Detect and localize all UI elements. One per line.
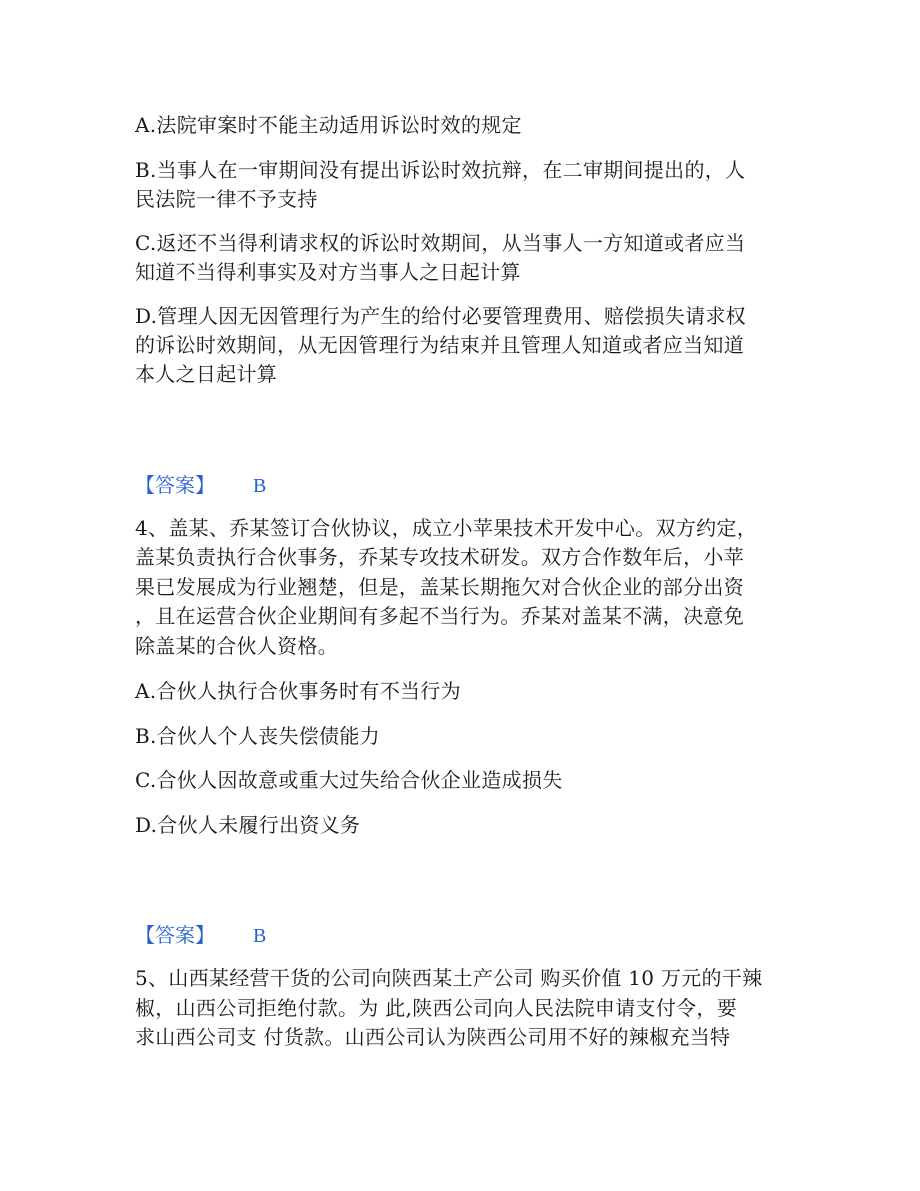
- q4-stem-line1: 4、盖某、乔某签订合伙协议，成立小苹果技术开发中心。双方约定，: [135, 516, 758, 540]
- answer-3-tag: 【答案】: [135, 473, 215, 497]
- q3-option-d-line2: 的诉讼时效期间，从无因管理行为结束并且管理人知道或者应当知道: [135, 333, 744, 357]
- q3-option-c-line1: C.返还不当得利请求权的诉讼时效期间，从当事人一方知道或者应当: [135, 231, 746, 255]
- q3-option-c-line2: 知道不当得利事实及对方当事人之日起计算: [135, 260, 521, 284]
- answer-3-value: B: [253, 475, 267, 497]
- q4-stem-line2: 盖某负责执行合伙事务，乔某专攻技术研发。双方合作数年后，小苹: [135, 545, 744, 569]
- answer-4-value: B: [253, 925, 267, 947]
- answer-3: [135, 473, 266, 498]
- q3-option-d-line1: D.管理人因无因管理行为产生的给付必要管理费用、赔偿损失请求权: [135, 304, 746, 328]
- q5-stem-line1: 5、山西某经营干货的公司向陕西某土产公司 购买价值 10 万元的干辣: [135, 966, 763, 990]
- q4-stem-line5: 除盖某的合伙人资格。: [135, 634, 338, 658]
- q4-stem-line3: 果已发展成为行业翘楚，但是，盖某长期拖欠对合伙企业的部分出资: [135, 575, 744, 599]
- q4-option-b: B.合伙人个人丧失偿债能力: [135, 724, 380, 748]
- q5-stem-line3: 求山西公司支 付货款。山西公司认为陕西公司用不好的辣椒充当特: [135, 1025, 731, 1049]
- q4-stem-line4: ，且在运营合伙企业期间有多起不当行为。乔某对盖某不满，决意免: [135, 604, 744, 628]
- q4-option-c: C.合伙人因故意或重大过失给合伙企业造成损失: [135, 768, 563, 792]
- q3-option-b-line2: 民法院一律不予支持: [135, 187, 318, 211]
- answer-4: [135, 923, 266, 948]
- q3-option-d-line3: 本人之日起计算: [135, 362, 278, 386]
- q3-option-b-line1: B.当事人在一审期间没有提出诉讼时效抗辩，在二审期间提出的，人: [135, 158, 746, 182]
- q4-option-a: A.合伙人执行合伙事务时有不当行为: [135, 679, 461, 703]
- answer-4-tag: 【答案】: [135, 923, 215, 947]
- q4-option-d: D.合伙人未履行出资义务: [135, 813, 361, 837]
- q5-stem-line2: 椒，山西公司拒绝付款。为 此,陕西公司向人民法院申请支付令，要: [135, 996, 738, 1020]
- q3-option-a: A.法院审案时不能主动适用诉讼时效的规定: [135, 113, 522, 137]
